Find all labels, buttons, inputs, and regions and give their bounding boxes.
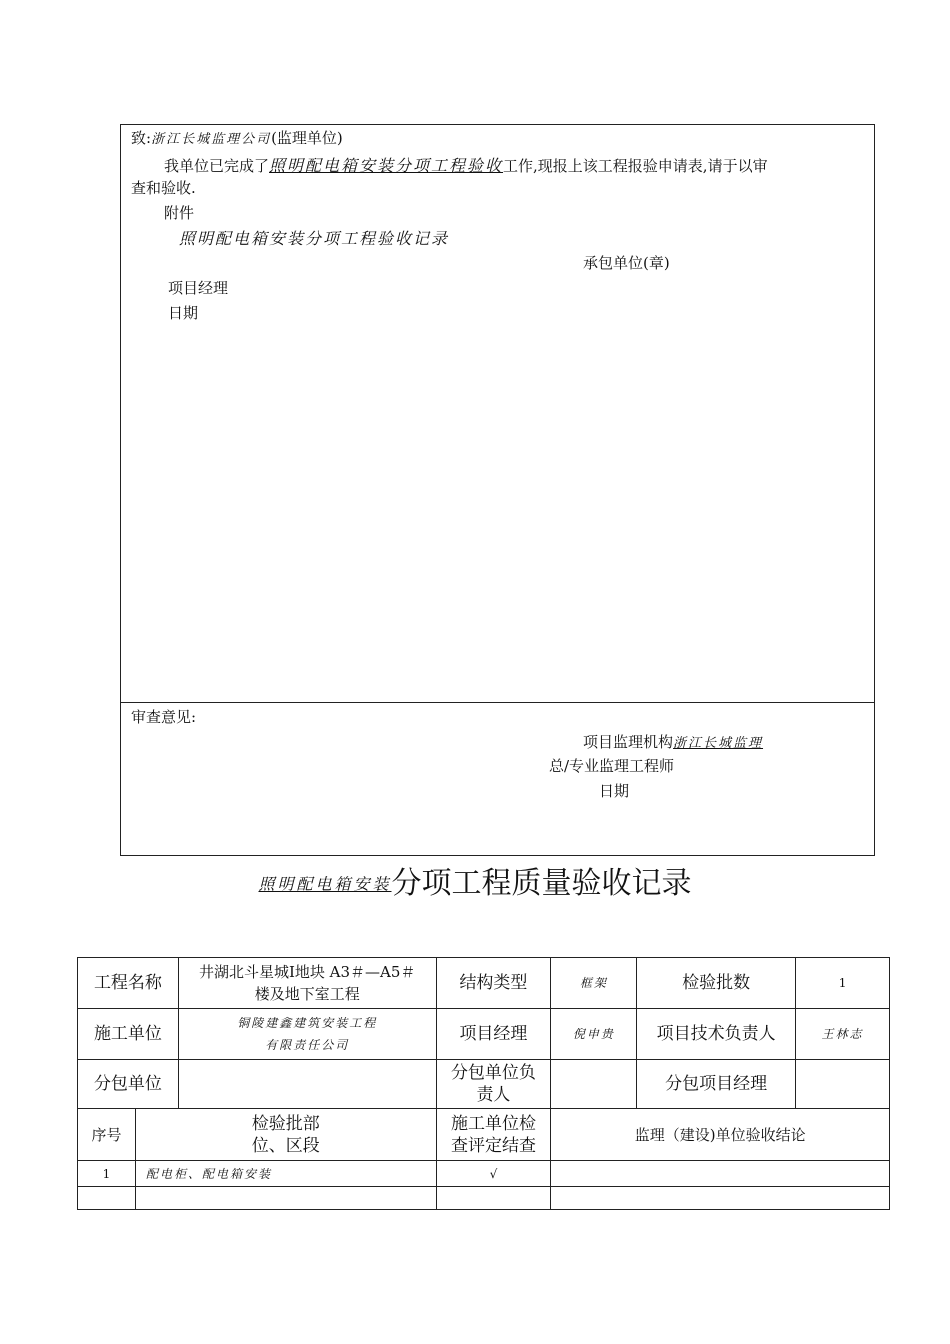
contractor-seal-label: 承包单位(章) (583, 254, 670, 272)
to-unit: 浙江长城监理公司 (151, 132, 272, 147)
agency-value: 浙江长城监理 (673, 736, 764, 751)
body-item: 照明配电箱安装分项工程验收 (269, 156, 504, 175)
body-prefix: 我单位已完成了 (164, 157, 270, 175)
pm-value: 倪申贵 (551, 1009, 637, 1060)
pm-label: 项目经理 (436, 1009, 551, 1060)
col-part-line-2: 位、区段 (251, 1135, 320, 1156)
supervising-engineer-label: 总/专业监理工程师 (549, 757, 675, 775)
review-label: 审查意见: (131, 708, 197, 726)
sub-lead-label-line-1: 分包单位负 (450, 1063, 536, 1083)
col-part-header (135, 1109, 436, 1161)
col-no-header: 序号 (78, 1109, 136, 1161)
body-line-2: 查和验收. (131, 179, 196, 197)
batch-count-value: 1 (796, 958, 890, 1009)
contractor-label: 施工单位 (78, 1009, 179, 1060)
row-conclusion (551, 1161, 890, 1187)
row-eval (436, 1187, 551, 1210)
row-part (135, 1187, 436, 1210)
project-name-line-2: 楼及地下室工程 (254, 985, 360, 1003)
project-manager-label: 项目经理 (168, 279, 229, 297)
subcontractor-label: 分包单位 (78, 1060, 179, 1109)
quality-record-header-table (77, 957, 890, 1109)
contractor-value (178, 1009, 436, 1060)
application-date-label: 日期 (168, 304, 199, 322)
structure-type-label: 结构类型 (436, 958, 551, 1009)
contractor-line-1: 铜陵建鑫建筑安装工程 (237, 1016, 378, 1030)
body-suffix: 工作,现报上该工程报验申请表,请于以审 (503, 157, 768, 175)
sub-pm-label: 分包项目经理 (637, 1060, 796, 1109)
batch-count-label: 检验批数 (637, 958, 796, 1009)
review-divider (121, 702, 874, 703)
project-name-line-1: 井湖北斗星城Ⅰ地块 A3＃—A5＃ (198, 963, 416, 981)
col-eval-header (436, 1109, 551, 1161)
agency-label: 项目监理机构 (583, 733, 674, 751)
tech-lead-value: 王林志 (796, 1009, 890, 1060)
attachment-item: 照明配电箱安装分项工程验收记录 (179, 229, 450, 248)
record-title (0, 862, 950, 907)
record-title-handwritten: 照明配电箱安装 (258, 874, 392, 894)
to-suffix: (监理单位) (271, 129, 343, 147)
table-row (78, 1161, 890, 1187)
project-name-value (178, 958, 436, 1009)
record-title-rest: 分项工程质量验收记录 (391, 866, 692, 901)
sub-pm-value (796, 1060, 890, 1109)
sub-lead-label-line-2: 责人 (476, 1085, 511, 1105)
col-conclusion-header: 监理（建设)单位验收结论 (551, 1109, 890, 1161)
review-date-label: 日期 (599, 782, 630, 800)
col-eval-line-2: 查评定结查 (450, 1135, 536, 1156)
project-name-label: 工程名称 (78, 958, 179, 1009)
application-form-box (120, 124, 875, 856)
subcontractor-value (178, 1060, 436, 1109)
contractor-line-2: 有限责任公司 (265, 1038, 350, 1052)
inspection-batch-table (77, 1108, 890, 1210)
row-eval: √ (436, 1161, 551, 1187)
agency-line (583, 731, 763, 755)
row-conclusion (551, 1187, 890, 1210)
table-row (78, 1187, 890, 1210)
row-no (78, 1187, 136, 1210)
to-prefix: 致: (131, 129, 152, 147)
col-eval-line-1: 施工单位检 (450, 1113, 536, 1134)
structure-type-value: 框架 (551, 958, 637, 1009)
row-no: 1 (78, 1161, 136, 1187)
row-part: 配电柜、配电箱安装 (135, 1161, 436, 1187)
col-part-line-1: 检验批部 (251, 1113, 320, 1134)
tech-lead-label: 项目技术负责人 (637, 1009, 796, 1060)
body-line-1 (164, 155, 768, 177)
sub-lead-value (551, 1060, 637, 1109)
attachment-label: 附件 (164, 204, 195, 222)
sub-lead-label (436, 1060, 551, 1109)
to-line (131, 127, 343, 151)
